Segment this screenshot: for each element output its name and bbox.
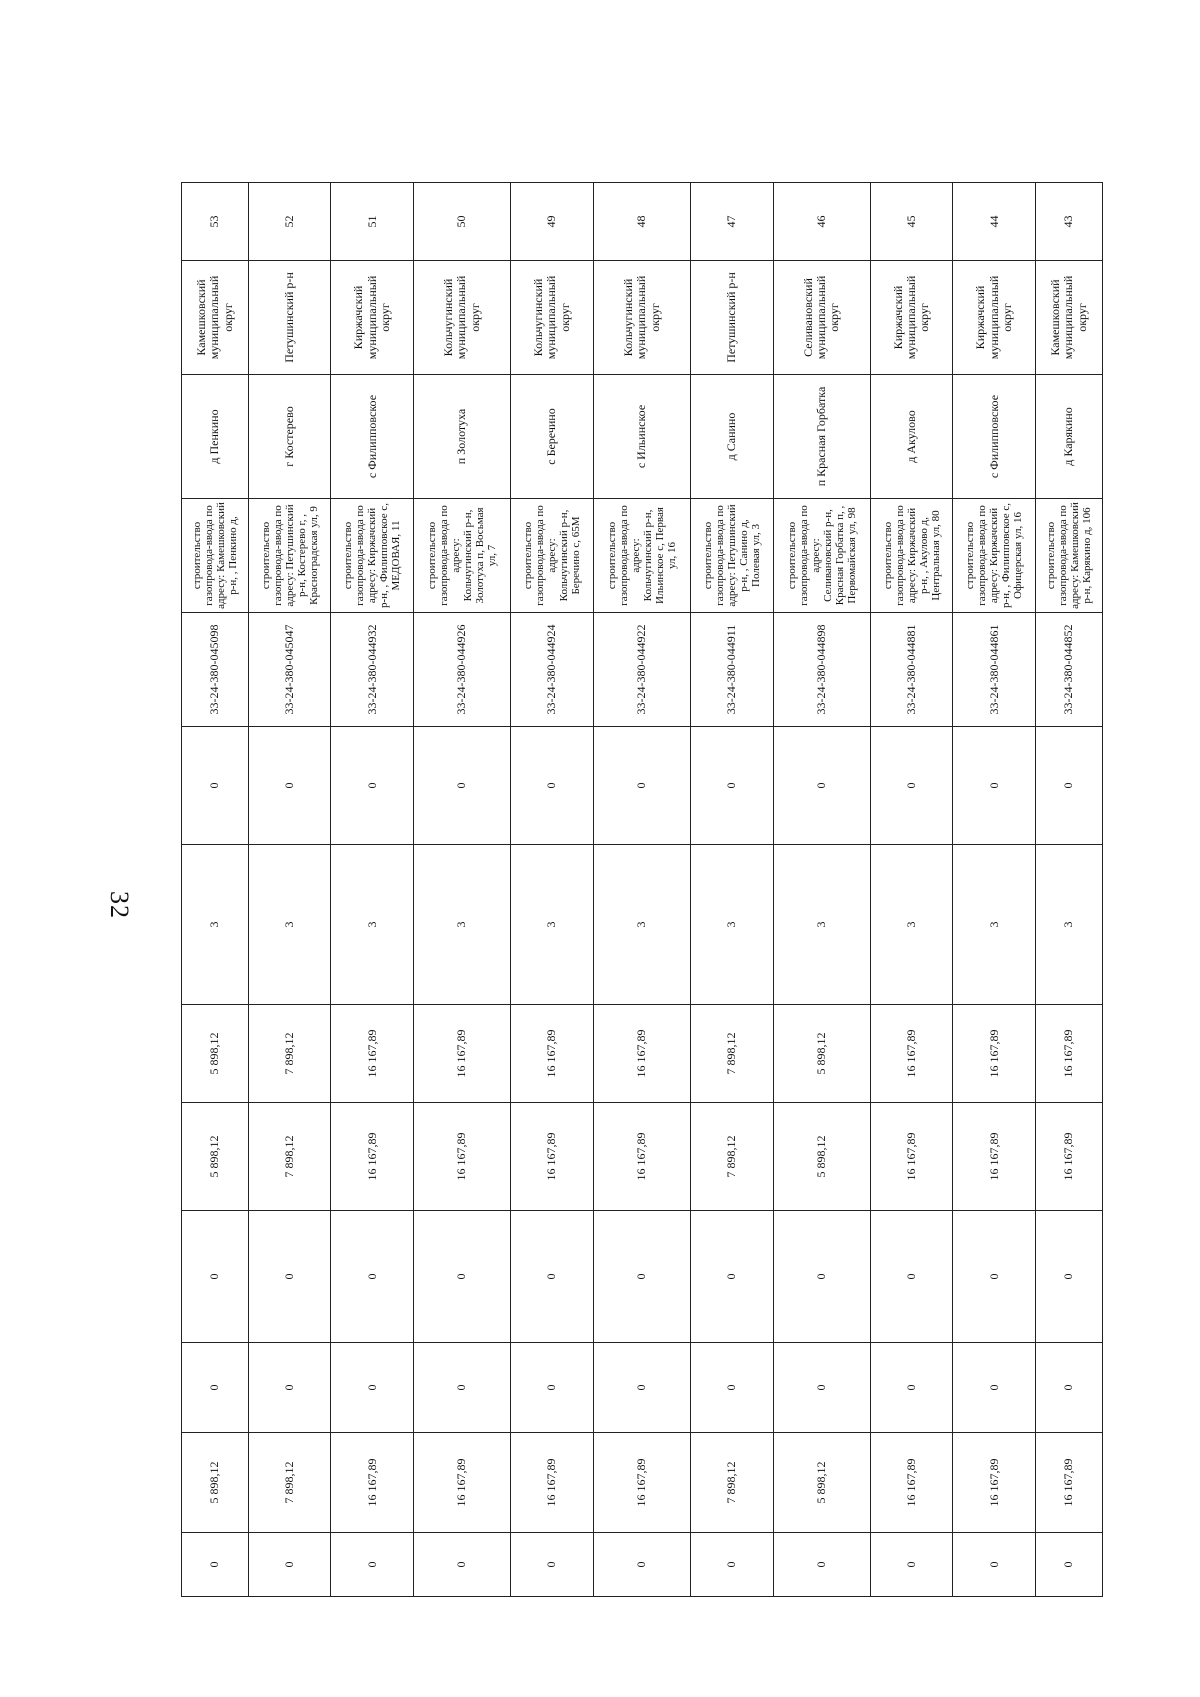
value-b-cell: 3: [182, 845, 249, 1005]
value-f-cell: 0: [1035, 1343, 1102, 1433]
value-f-cell: 0: [511, 1343, 593, 1433]
row-number: 45: [871, 183, 953, 261]
municipality-cell: Петушинский р-н: [691, 261, 773, 375]
description-cell: строительство газопровода-ввода по адресу: Киржачский р-н, , Филипповское с, Офицерская ул, 16: [953, 499, 1035, 613]
municipality-cell: Кольчугинский муниципальный округ: [511, 261, 593, 375]
value-g-cell: 16 167,89: [953, 1433, 1035, 1533]
value-d-cell: 5 898,12: [773, 1103, 871, 1211]
value-h-cell: 0: [773, 1533, 871, 1597]
value-a-cell: 0: [331, 727, 413, 845]
value-e-cell: 0: [249, 1211, 331, 1343]
settlement-cell: д Санино: [691, 375, 773, 499]
value-b-cell: 3: [413, 845, 511, 1005]
value-d-cell: 7 898,12: [249, 1103, 331, 1211]
description-cell: строительство газопровода-ввода по адресу: Камешковский р-н, Карякино д, 106: [1035, 499, 1102, 613]
object-code-cell: 33-24-380-044898: [773, 613, 871, 727]
value-c-cell: 5 898,12: [182, 1005, 249, 1103]
row-number: 43: [1035, 183, 1102, 261]
value-d-cell: 16 167,89: [1035, 1103, 1102, 1211]
value-e-cell: 0: [331, 1211, 413, 1343]
value-a-cell: 0: [249, 727, 331, 845]
value-d-cell: 16 167,89: [953, 1103, 1035, 1211]
value-f-cell: 0: [593, 1343, 691, 1433]
settlement-cell: с Филипповское: [331, 375, 413, 499]
municipality-cell: Петушинский р-н: [249, 261, 331, 375]
value-a-cell: 0: [511, 727, 593, 845]
municipality-cell: Камешковский муниципальный округ: [182, 261, 249, 375]
value-g-cell: 16 167,89: [1035, 1433, 1102, 1533]
municipality-cell: Киржачский муниципальный округ: [331, 261, 413, 375]
settlement-cell: п Золотуха: [413, 375, 511, 499]
table-row: [773, 183, 871, 1597]
description-cell: строительство газопровода-ввода по адресу: Камешковский р-н, , Пенкино д,: [182, 499, 249, 613]
value-f-cell: 0: [331, 1343, 413, 1433]
settlement-cell: д Акулово: [871, 375, 953, 499]
row-number: 49: [511, 183, 593, 261]
object-code-cell: 33-24-380-044881: [871, 613, 953, 727]
table-row: [691, 183, 773, 1597]
value-e-cell: 0: [1035, 1211, 1102, 1343]
value-c-cell: 16 167,89: [413, 1005, 511, 1103]
value-c-cell: 7 898,12: [691, 1005, 773, 1103]
value-f-cell: 0: [953, 1343, 1035, 1433]
row-number: 50: [413, 183, 511, 261]
value-g-cell: 16 167,89: [331, 1433, 413, 1533]
value-c-cell: 16 167,89: [1035, 1005, 1102, 1103]
value-g-cell: 7 898,12: [691, 1433, 773, 1533]
value-e-cell: 0: [953, 1211, 1035, 1343]
object-code-cell: 33-24-380-044924: [511, 613, 593, 727]
value-a-cell: 0: [182, 727, 249, 845]
value-h-cell: 0: [511, 1533, 593, 1597]
data-table: [181, 182, 1103, 1597]
value-f-cell: 0: [413, 1343, 511, 1433]
object-code-cell: 33-24-380-044852: [1035, 613, 1102, 727]
value-b-cell: 3: [593, 845, 691, 1005]
row-number: 47: [691, 183, 773, 261]
row-number: 52: [249, 183, 331, 261]
settlement-cell: с Ильинское: [593, 375, 691, 499]
value-h-cell: 0: [691, 1533, 773, 1597]
settlement-cell: с Филипповское: [953, 375, 1035, 499]
object-code-cell: 33-24-380-044861: [953, 613, 1035, 727]
value-d-cell: 5 898,12: [182, 1103, 249, 1211]
table-row: [871, 183, 953, 1597]
value-h-cell: 0: [249, 1533, 331, 1597]
value-c-cell: 16 167,89: [871, 1005, 953, 1103]
value-b-cell: 3: [871, 845, 953, 1005]
settlement-cell: с Беречино: [511, 375, 593, 499]
table-container: [181, 183, 1103, 1597]
settlement-cell: г Костерево: [249, 375, 331, 499]
municipality-cell: Кольчугинский муниципальный округ: [593, 261, 691, 375]
municipality-cell: Киржачский муниципальный округ: [953, 261, 1035, 375]
value-e-cell: 0: [182, 1211, 249, 1343]
value-d-cell: 7 898,12: [691, 1103, 773, 1211]
value-g-cell: 16 167,89: [871, 1433, 953, 1533]
table-row: [1035, 183, 1102, 1597]
description-cell: строительство газопровода-ввода по адресу: Кольчугинский р-н, Золотуха п, Восьмая ул, 7: [413, 499, 511, 613]
municipality-cell: Селивановский муниципальный округ: [773, 261, 871, 375]
value-g-cell: 5 898,12: [773, 1433, 871, 1533]
value-c-cell: 16 167,89: [331, 1005, 413, 1103]
value-a-cell: 0: [413, 727, 511, 845]
description-cell: строительство газопровода-ввода по адресу: Петушинский р-н, , Санино д, Полевая ул, 3: [691, 499, 773, 613]
value-c-cell: 16 167,89: [953, 1005, 1035, 1103]
object-code-cell: 33-24-380-044926: [413, 613, 511, 727]
value-e-cell: 0: [511, 1211, 593, 1343]
value-a-cell: 0: [1035, 727, 1102, 845]
value-g-cell: 16 167,89: [593, 1433, 691, 1533]
description-cell: строительство газопровода-ввода по адресу: Кольчугинский р-н, Беречино с, 65М: [511, 499, 593, 613]
description-cell: строительство газопровода-ввода по адресу: Селивановский р-н, Красная Горбатка п, , Первомайская ул, 98: [773, 499, 871, 613]
value-e-cell: 0: [593, 1211, 691, 1343]
municipality-cell: Камешковский муниципальный округ: [1035, 261, 1102, 375]
object-code-cell: 33-24-380-044932: [331, 613, 413, 727]
description-cell: строительство газопровода-ввода по адресу: Петушинский р-н, Костерево г, , Красноградская ул, 9: [249, 499, 331, 613]
rotated-table: [181, 183, 1103, 1597]
row-number: 48: [593, 183, 691, 261]
value-f-cell: 0: [691, 1343, 773, 1433]
value-e-cell: 0: [691, 1211, 773, 1343]
municipality-cell: Киржачский муниципальный округ: [871, 261, 953, 375]
table-row: [413, 183, 511, 1597]
value-b-cell: 3: [691, 845, 773, 1005]
page-number: 32: [105, 891, 134, 919]
settlement-cell: п Красная Горбатка: [773, 375, 871, 499]
value-d-cell: 16 167,89: [413, 1103, 511, 1211]
value-h-cell: 0: [593, 1533, 691, 1597]
value-b-cell: 3: [773, 845, 871, 1005]
value-c-cell: 5 898,12: [773, 1005, 871, 1103]
row-number: 51: [331, 183, 413, 261]
object-code-cell: 33-24-380-044922: [593, 613, 691, 727]
object-code-cell: 33-24-380-045098: [182, 613, 249, 727]
table-row: [249, 183, 331, 1597]
object-code-cell: 33-24-380-045047: [249, 613, 331, 727]
value-a-cell: 0: [773, 727, 871, 845]
value-b-cell: 3: [953, 845, 1035, 1005]
value-e-cell: 0: [773, 1211, 871, 1343]
value-b-cell: 3: [331, 845, 413, 1005]
value-e-cell: 0: [871, 1211, 953, 1343]
table-row: [593, 183, 691, 1597]
settlement-cell: д Пенкино: [182, 375, 249, 499]
value-f-cell: 0: [182, 1343, 249, 1433]
description-cell: строительство газопровода-ввода по адресу: Кольчугинский р-н, Ильинское с, Первая ул, 16: [593, 499, 691, 613]
value-d-cell: 16 167,89: [511, 1103, 593, 1211]
value-h-cell: 0: [1035, 1533, 1102, 1597]
description-cell: строительство газопровода-ввода по адресу: Киржачский р-н, , Акулово д, Центральная ул, 80: [871, 499, 953, 613]
row-number: 53: [182, 183, 249, 261]
table-row: [953, 183, 1035, 1597]
object-code-cell: 33-24-380-044911: [691, 613, 773, 727]
value-h-cell: 0: [953, 1533, 1035, 1597]
value-g-cell: 5 898,12: [182, 1433, 249, 1533]
value-a-cell: 0: [953, 727, 1035, 845]
value-h-cell: 0: [182, 1533, 249, 1597]
value-h-cell: 0: [413, 1533, 511, 1597]
value-f-cell: 0: [773, 1343, 871, 1433]
municipality-cell: Кольчугинский муниципальный округ: [413, 261, 511, 375]
row-number: 44: [953, 183, 1035, 261]
value-b-cell: 3: [1035, 845, 1102, 1005]
value-a-cell: 0: [593, 727, 691, 845]
row-number: 46: [773, 183, 871, 261]
value-c-cell: 16 167,89: [593, 1005, 691, 1103]
value-f-cell: 0: [871, 1343, 953, 1433]
settlement-cell: д Карякино: [1035, 375, 1102, 499]
value-b-cell: 3: [511, 845, 593, 1005]
value-g-cell: 7 898,12: [249, 1433, 331, 1533]
value-h-cell: 0: [331, 1533, 413, 1597]
value-f-cell: 0: [249, 1343, 331, 1433]
value-b-cell: 3: [249, 845, 331, 1005]
value-g-cell: 16 167,89: [511, 1433, 593, 1533]
value-d-cell: 16 167,89: [593, 1103, 691, 1211]
table-row: [511, 183, 593, 1597]
value-h-cell: 0: [871, 1533, 953, 1597]
value-e-cell: 0: [413, 1211, 511, 1343]
value-a-cell: 0: [691, 727, 773, 845]
value-d-cell: 16 167,89: [871, 1103, 953, 1211]
description-cell: строительство газопровода-ввода по адресу: Киржачский р-н, , Филипповское с, МЕДОВАЯ, 11: [331, 499, 413, 613]
value-a-cell: 0: [871, 727, 953, 845]
value-c-cell: 7 898,12: [249, 1005, 331, 1103]
value-d-cell: 16 167,89: [331, 1103, 413, 1211]
value-c-cell: 16 167,89: [511, 1005, 593, 1103]
table-row: [331, 183, 413, 1597]
table-row: [182, 183, 249, 1597]
value-g-cell: 16 167,89: [413, 1433, 511, 1533]
